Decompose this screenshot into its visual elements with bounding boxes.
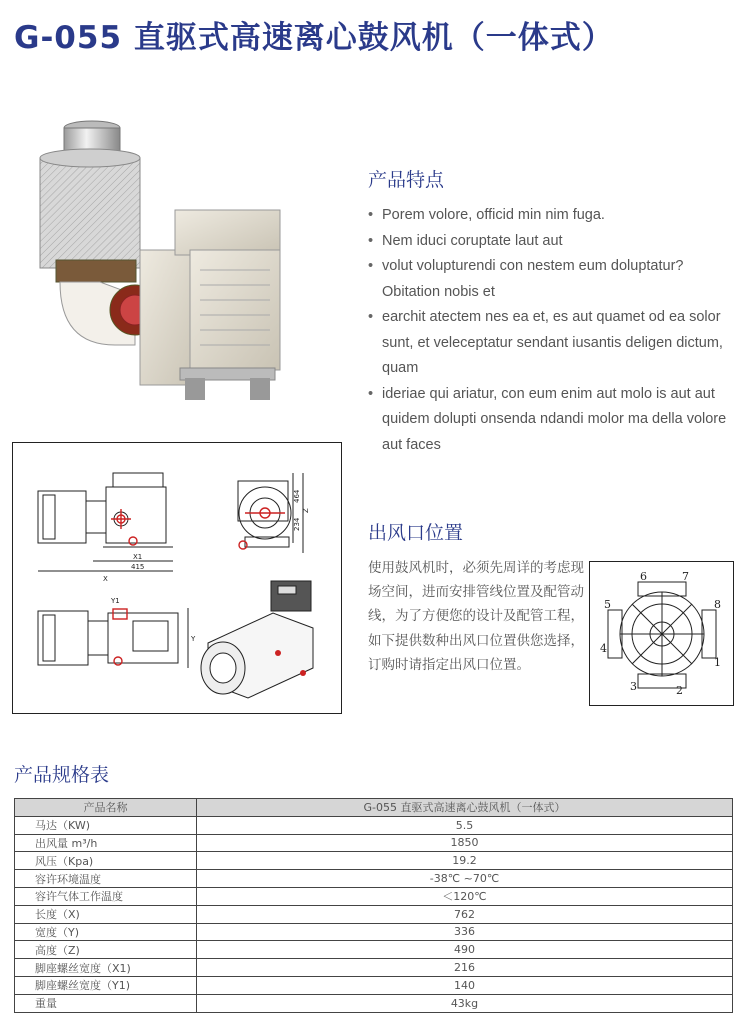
spec-value-cell: 336 bbox=[197, 923, 733, 941]
feature-item: • ideriae qui ariatur, con eum enim aut molo is aut aut quidem dolupti onsenda ndandi molor ma della volore aut faces bbox=[368, 382, 738, 459]
outlet-position-6: 6 bbox=[640, 570, 647, 583]
spec-name-cell: 马达（KW) bbox=[15, 816, 197, 834]
outlet-description: 使用鼓风机时，必须先周详的考虑现场空间，进而安排管线位置及配管动线，为了方便您的设计及配管工程，如下提供数种出风口位置供您选择，订购时请指定出风口位置。 bbox=[368, 560, 584, 673]
spec-heading: 产品规格表 bbox=[14, 764, 110, 786]
spec-row bbox=[15, 959, 733, 977]
spec-value-cell: 216 bbox=[197, 959, 733, 977]
feature-item: • volut volupturendi con nestem eum doluptatur? Obitation nobis et bbox=[368, 254, 738, 305]
dim-x1: X1 bbox=[133, 553, 143, 561]
outlet-position-7: 7 bbox=[682, 570, 689, 583]
spec-row bbox=[15, 816, 733, 834]
spec-name-cell: 高度（Z) bbox=[15, 941, 197, 959]
dim-z: Z bbox=[302, 508, 310, 513]
spec-value-cell: 1850 bbox=[197, 834, 733, 852]
outlet-position-5: 5 bbox=[604, 598, 611, 611]
spec-row bbox=[15, 976, 733, 994]
spec-row bbox=[15, 870, 733, 888]
outlet-position-4: 4 bbox=[600, 642, 607, 655]
spec-name-cell: 脚座螺丝宽度（X1) bbox=[15, 959, 197, 977]
spec-value-cell: 140 bbox=[197, 976, 733, 994]
spec-value-cell: 762 bbox=[197, 905, 733, 923]
spec-value-cell: 19.2 bbox=[197, 852, 733, 870]
technical-drawing bbox=[12, 442, 342, 714]
spec-row bbox=[15, 994, 733, 1012]
spec-name-cell: 容许环境温度 bbox=[15, 870, 197, 888]
dim-y: Y bbox=[191, 635, 196, 643]
spec-table bbox=[14, 798, 733, 1013]
spec-name-cell: 脚座螺丝宽度（Y1) bbox=[15, 976, 197, 994]
feature-item: • earchit atectem nes ea et, es aut quamet od ea solor sunt, et veleceptatur sendant iusantis deligen dictum, quam bbox=[368, 305, 738, 382]
features-list bbox=[368, 203, 738, 458]
outlet-position-8: 8 bbox=[714, 598, 721, 611]
feature-item: • Porem volore, officid min nim fuga. bbox=[368, 203, 738, 229]
spec-row bbox=[15, 834, 733, 852]
spec-name-cell: 风压（Kpa) bbox=[15, 852, 197, 870]
page-title: G-055 直驱式高速离心鼓风机（一体式） bbox=[14, 20, 614, 56]
spec-value-cell: ＜120℃ bbox=[197, 887, 733, 905]
spec-row bbox=[15, 923, 733, 941]
spec-row bbox=[15, 887, 733, 905]
features-heading: 产品特点 bbox=[368, 169, 445, 191]
product-photo bbox=[30, 110, 300, 410]
outlet-position-2: 2 bbox=[676, 684, 683, 697]
spec-row bbox=[15, 941, 733, 959]
spec-name-cell: 容许气体工作温度 bbox=[15, 887, 197, 905]
dim-x: X bbox=[103, 575, 108, 583]
dim-464: 464 bbox=[293, 489, 301, 503]
spec-row bbox=[15, 905, 733, 923]
spec-name-cell: 长度（X) bbox=[15, 905, 197, 923]
outlet-position-1: 1 bbox=[714, 656, 721, 669]
spec-value-cell: 490 bbox=[197, 941, 733, 959]
spec-value-cell: 5.5 bbox=[197, 816, 733, 834]
dim-y1: Y1 bbox=[111, 597, 120, 605]
dim-415: 415 bbox=[131, 563, 145, 571]
spec-row bbox=[15, 852, 733, 870]
spec-header-name: 产品名称 bbox=[15, 799, 197, 817]
outlet-position-diagram bbox=[589, 561, 734, 706]
feature-item: • Nem iduci coruptate laut aut bbox=[368, 229, 738, 255]
spec-name-cell: 出风量 m³/h bbox=[15, 834, 197, 852]
spec-value-cell: -38℃ ~70℃ bbox=[197, 870, 733, 888]
outlet-heading: 出风口位置 bbox=[368, 522, 464, 544]
spec-name-cell: 重量 bbox=[15, 994, 197, 1012]
dim-234: 234 bbox=[293, 517, 301, 531]
spec-name-cell: 宽度（Y) bbox=[15, 923, 197, 941]
technical-drawing-svg bbox=[13, 443, 343, 715]
spec-value-cell: 43kg bbox=[197, 994, 733, 1012]
spec-table-header-row bbox=[15, 799, 733, 817]
spec-header-model: G-055 直驱式高速离心鼓风机（一体式） bbox=[197, 799, 733, 817]
outlet-diagram-svg bbox=[590, 562, 735, 707]
outlet-position-3: 3 bbox=[630, 680, 637, 693]
